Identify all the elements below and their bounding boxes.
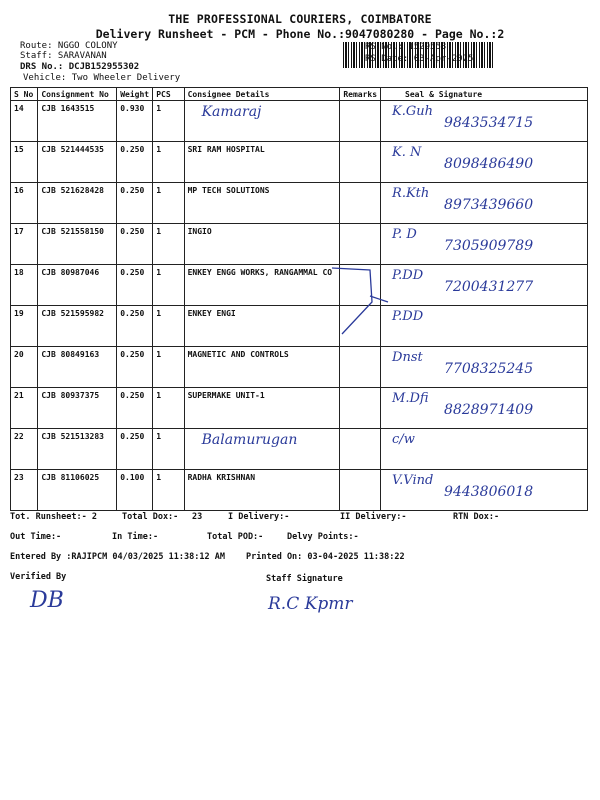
bracket-mark <box>330 262 390 342</box>
row-weight: 0.250 <box>117 429 153 470</box>
col-pcs: PCS <box>153 88 184 101</box>
signature-phone: 7200431277 <box>444 279 534 295</box>
total-pod: Total POD:- <box>207 532 264 542</box>
consignee-name: INGIO <box>187 227 212 236</box>
row-remarks <box>340 470 381 511</box>
col-remarks: Remarks <box>340 88 381 101</box>
staff-signature-label: Staff Signature <box>266 574 343 584</box>
signature-mark: Dnst <box>392 350 423 365</box>
row-consignee <box>184 142 340 183</box>
row-weight: 0.930 <box>117 101 153 142</box>
total-dox-value: 23 <box>192 512 203 522</box>
row-sno: 22 <box>11 429 38 470</box>
runsheet-table <box>10 87 588 511</box>
route-label: Route: NGGO COLONY <box>20 41 118 51</box>
row-consignee <box>184 101 340 142</box>
in-time: In Time:- <box>112 532 159 542</box>
consignee-name: MP TECH SOLUTIONS <box>187 186 270 195</box>
signature-phone: 7708325245 <box>444 361 534 377</box>
signature-phone: 9443806018 <box>444 484 534 500</box>
row-consignment-no: CJB 80987046 <box>38 265 117 306</box>
row-consignee <box>184 347 340 388</box>
signature-mark: K.Guh <box>392 104 434 119</box>
row-consignment-no: CJB 81106025 <box>38 470 117 511</box>
row-weight: 0.250 <box>117 347 153 388</box>
signature-mark: P. D <box>392 227 417 242</box>
row-remarks <box>340 142 381 183</box>
signature-phone: 8098486490 <box>444 156 534 172</box>
handwritten-consignee: Kamaraj <box>201 104 262 120</box>
staff-signature: R.C Kpmr <box>268 594 353 614</box>
row-consignment-no: CJB 80849163 <box>38 347 117 388</box>
row-seal-signature <box>381 388 588 429</box>
consignee-name: SRI RAM HOSPITAL <box>187 145 265 154</box>
row-pcs: 1 <box>153 183 184 224</box>
vehicle-label: Vehicle: Two Wheeler Delivery <box>23 73 181 83</box>
ii-delivery: II Delivery:- <box>340 512 407 522</box>
table-row <box>11 429 588 470</box>
row-weight: 0.250 <box>117 265 153 306</box>
row-consignment-no: CJB 1643515 <box>38 101 117 142</box>
row-sno: 19 <box>11 306 38 347</box>
table-row <box>11 265 588 306</box>
col-weight: Weight <box>117 88 153 101</box>
table-row <box>11 306 588 347</box>
row-sno: 16 <box>11 183 38 224</box>
row-consignment-no: CJB 521628428 <box>38 183 117 224</box>
table-row <box>11 224 588 265</box>
table-row <box>11 142 588 183</box>
signature-mark: c/w <box>392 432 415 447</box>
signature-mark: R.Kth <box>392 186 430 201</box>
row-remarks <box>340 224 381 265</box>
table-row <box>11 347 588 388</box>
signature-mark: V.Vind <box>392 473 434 488</box>
delvy-points: Delvy Points:- <box>287 532 359 542</box>
row-seal-signature <box>381 265 588 306</box>
row-pcs: 1 <box>153 470 184 511</box>
row-sno: 17 <box>11 224 38 265</box>
signature-phone: 8973439660 <box>444 197 534 213</box>
signature-phone: 8828971409 <box>444 402 534 418</box>
handwritten-consignee: Balamurugan <box>201 432 298 448</box>
row-sno: 21 <box>11 388 38 429</box>
row-weight: 0.250 <box>117 224 153 265</box>
tot-runsheet: Tot. Runsheet:- 2 <box>10 512 97 522</box>
runsheet-subtitle: Delivery Runsheet - PCM - Phone No.:9047080280 - Page No.:2 <box>95 27 505 41</box>
table-header-row <box>11 88 588 101</box>
row-pcs: 1 <box>153 388 184 429</box>
signature-mark: M.Dfi <box>392 391 429 406</box>
i-delivery: I Delivery:- <box>228 512 290 522</box>
row-pcs: 1 <box>153 306 184 347</box>
drs-label: DRS No.: DCJB152955302 <box>20 62 140 72</box>
row-seal-signature <box>381 306 588 347</box>
row-consignee <box>184 306 340 347</box>
verified-signature: DB <box>30 588 64 613</box>
entered-by: Entered By :RAJIPCM 04/03/2025 11:38:12 AM <box>10 552 225 562</box>
consignee-name: RADHA KRISHNAN <box>187 473 256 482</box>
row-remarks <box>340 388 381 429</box>
row-consignment-no: CJB 80937375 <box>38 388 117 429</box>
signature-phone: 9843534715 <box>444 115 534 131</box>
consignee-name: SUPERMAKE UNIT-1 <box>187 391 265 400</box>
row-remarks <box>340 101 381 142</box>
consignee-name: MAGNETIC AND CONTROLS <box>187 350 289 359</box>
row-sno: 14 <box>11 101 38 142</box>
row-sno: 18 <box>11 265 38 306</box>
row-seal-signature <box>381 470 588 511</box>
row-sno: 23 <box>11 470 38 511</box>
row-consignment-no: CJB 521444535 <box>38 142 117 183</box>
row-weight: 0.250 <box>117 306 153 347</box>
row-pcs: 1 <box>153 142 184 183</box>
row-pcs: 1 <box>153 265 184 306</box>
staff-label: Staff: SARAVANAN <box>20 51 107 61</box>
row-remarks <box>340 183 381 224</box>
row-consignment-no: CJB 521558150 <box>38 224 117 265</box>
table-row <box>11 388 588 429</box>
row-sno: 15 <box>11 142 38 183</box>
rs-no-label: RS No.: 1529553 <box>365 42 447 52</box>
signature-mark: P.DD <box>392 309 424 324</box>
row-seal-signature <box>381 142 588 183</box>
row-consignee <box>184 429 340 470</box>
row-weight: 0.250 <box>117 388 153 429</box>
row-seal-signature <box>381 101 588 142</box>
row-consignee <box>184 388 340 429</box>
row-pcs: 1 <box>153 429 184 470</box>
row-seal-signature <box>381 429 588 470</box>
row-pcs: 1 <box>153 101 184 142</box>
row-consignee <box>184 183 340 224</box>
rtn-dox: RTN Dox:- <box>453 512 500 522</box>
consignee-name: ENKEY ENGG WORKS, RANGAMMAL CO <box>187 268 333 277</box>
row-consignee <box>184 224 340 265</box>
row-consignment-no: CJB 521513283 <box>38 429 117 470</box>
row-remarks <box>340 347 381 388</box>
row-consignee <box>184 265 340 306</box>
row-consignment-no: CJB 521595982 <box>38 306 117 347</box>
row-seal-signature <box>381 347 588 388</box>
row-weight: 0.250 <box>117 142 153 183</box>
table-row <box>11 183 588 224</box>
row-seal-signature <box>381 224 588 265</box>
row-remarks <box>340 429 381 470</box>
signature-mark: K. N <box>392 145 422 160</box>
row-weight: 0.250 <box>117 183 153 224</box>
printed-on: Printed On: 03-04-2025 11:38:22 <box>246 552 405 562</box>
consignee-name: ENKEY ENGI <box>187 309 236 318</box>
row-consignee <box>184 470 340 511</box>
row-sno: 20 <box>11 347 38 388</box>
row-pcs: 1 <box>153 224 184 265</box>
signature-phone: 7305909789 <box>444 238 534 254</box>
row-weight: 0.100 <box>117 470 153 511</box>
row-pcs: 1 <box>153 347 184 388</box>
col-sno: S No <box>11 88 38 101</box>
signature-mark: P.DD <box>392 268 424 283</box>
table-row <box>11 101 588 142</box>
col-signature: Seal & Signature <box>381 88 588 101</box>
table-row <box>11 470 588 511</box>
total-dox-label: Total Dox:- <box>122 512 179 522</box>
company-title: THE PROFESSIONAL COURIERS, COIMBATORE <box>168 12 432 26</box>
col-consignee: Consignee Details <box>184 88 340 101</box>
out-time: Out Time:- <box>10 532 62 542</box>
rs-date-label: RS Date: 03-Apr-2025 <box>365 54 474 64</box>
verified-by: Verified By <box>10 572 67 582</box>
row-seal-signature <box>381 183 588 224</box>
col-consignment: Consignment No <box>38 88 117 101</box>
